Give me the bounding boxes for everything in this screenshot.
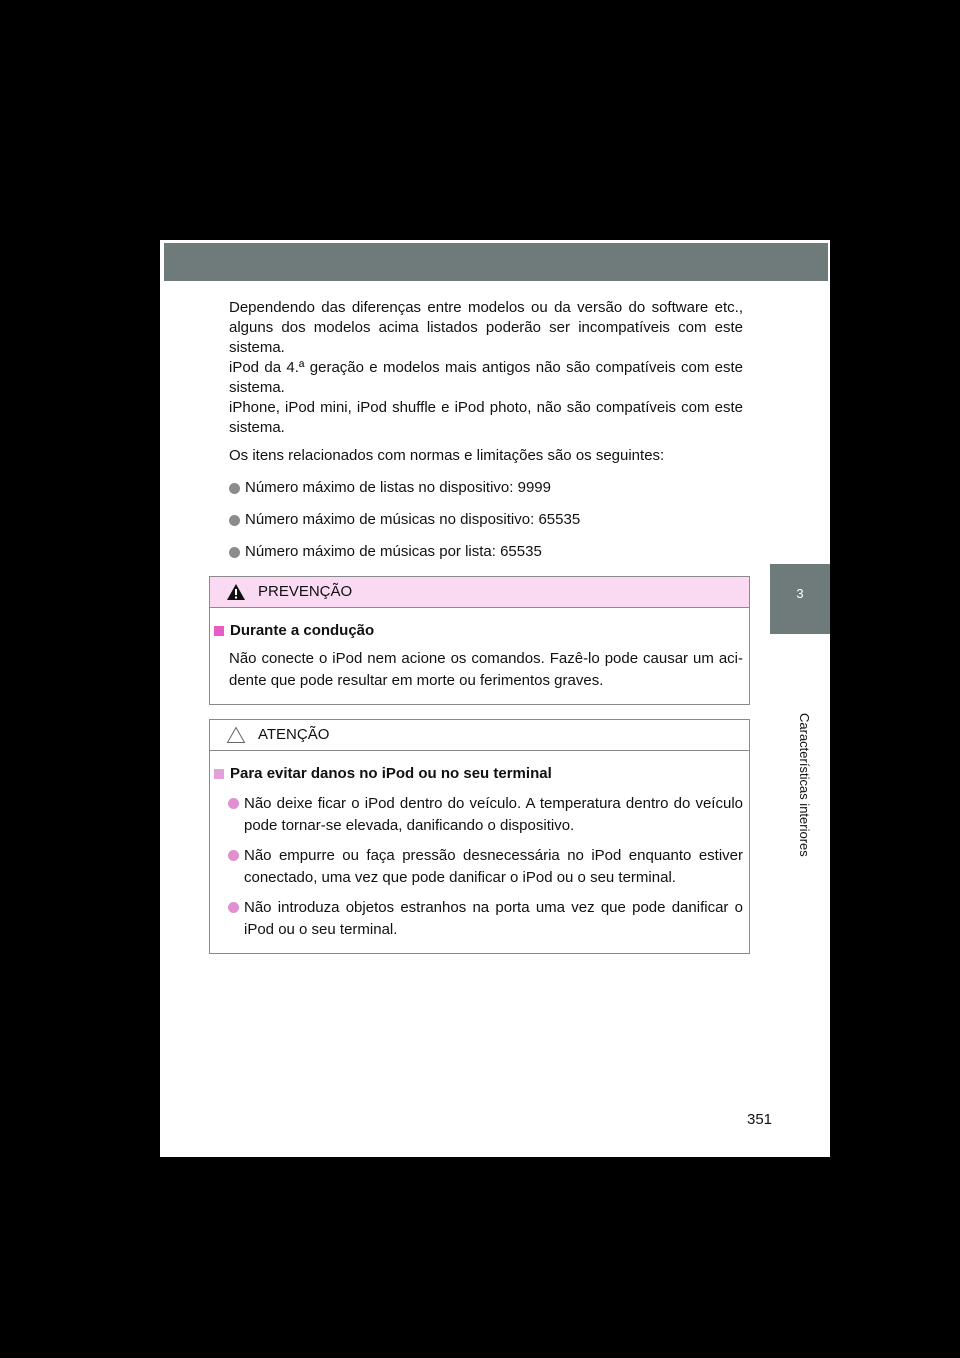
- list-item: [214, 897, 743, 941]
- caution-title: PREVENÇÃO: [258, 583, 353, 600]
- intro-paragraph-3: iPhone, iPod mini, iPod shuffle e iPod photo, não são compatíveis com este sistema.: [229, 399, 743, 436]
- bullet-icon: [229, 515, 240, 526]
- header-bar: [164, 243, 828, 281]
- list-item: [214, 793, 743, 837]
- caution-heading: Durante a condução: [230, 622, 375, 639]
- bullet-icon: [229, 483, 240, 494]
- list-item: [229, 542, 743, 562]
- list-item-text: Número máximo de músicas no dispositivo: 65535: [245, 511, 581, 528]
- warning-outline-icon: [226, 726, 246, 744]
- list-item-text: Não introduza objetos estranhos na porta uma vez que pode danificar o iPod ou o seu terminal.: [244, 899, 743, 938]
- list-item-text: Número máximo de músicas por lista: 65535: [245, 543, 542, 560]
- caution-header: [210, 577, 749, 608]
- warning-triangle-icon: [226, 583, 246, 601]
- bullet-icon: [228, 902, 239, 913]
- list-item: [229, 510, 743, 530]
- manual-page: [160, 240, 830, 1157]
- notice-body: [210, 751, 749, 953]
- intro-paragraph-2: iPod da 4.ª geração e modelos mais antigos não são compatíveis com este sistema.: [229, 359, 743, 396]
- intro-paragraph-4: Os itens relacionados com normas e limitações são os seguintes:: [229, 447, 665, 464]
- chapter-tab[interactable]: 3: [770, 564, 830, 634]
- chapter-label: Características interiores: [797, 713, 812, 857]
- list-item-text: Número máximo de listas no dispositivo: 9999: [245, 479, 551, 496]
- body-text: [229, 298, 743, 574]
- notice-header: [210, 720, 749, 751]
- square-bullet-icon: [214, 626, 224, 636]
- list-item-text: Não empurre ou faça pressão desnecessária no iPod enquanto estiver conectado, uma vez que pode danificar o iPod ou o seu terminal.: [244, 847, 743, 886]
- bullet-icon: [228, 850, 239, 861]
- list-item: [229, 478, 743, 498]
- list-item: [214, 845, 743, 889]
- square-bullet-icon: [214, 769, 224, 779]
- caution-body: [210, 608, 749, 704]
- caution-text: Não conecte o iPod nem acione os comandos. Fazê-lo pode causar um aci- dente que pode resultar em morte ou ferimentos graves.: [229, 650, 743, 689]
- page-number: 351: [747, 1111, 773, 1128]
- caution-box: [209, 576, 750, 705]
- notice-box: [209, 719, 750, 954]
- list-item-text: Não deixe ficar o iPod dentro do veículo. A temperatura dentro do veículo pode tornar-se elevada, danificando o dispositivo.: [244, 795, 743, 834]
- intro-paragraph-1: Dependendo das diferenças entre modelos ou da versão do software etc., alguns dos modelos acima listados poderão ser incompatíveis com este sistema.: [229, 299, 743, 356]
- bullet-icon: [229, 547, 240, 558]
- bullet-icon: [228, 798, 239, 809]
- notice-heading: Para evitar danos no iPod ou no seu terminal: [230, 765, 552, 782]
- notice-title: ATENÇÃO: [258, 726, 330, 743]
